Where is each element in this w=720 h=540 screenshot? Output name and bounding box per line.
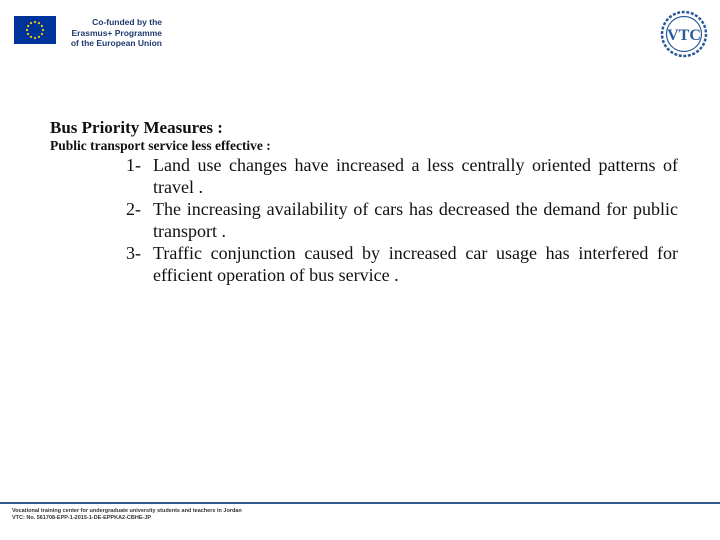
footer <box>12 508 242 522</box>
eu-line-1: Co-funded by the <box>92 17 162 27</box>
list-item-number: 2- <box>126 199 141 219</box>
slide-content <box>50 118 678 286</box>
eu-flag-icon <box>14 16 56 44</box>
list-item-number: 3- <box>126 243 141 263</box>
footer-line-1: Vocational training center for undergraduate university students and teachers in Jordan <box>12 508 242 514</box>
slide-title: Bus Priority Measures : <box>50 118 223 137</box>
points-list <box>50 154 678 286</box>
footer-line-2: VTC: No. 561708-EPP-1-2015-1-DE-EPPKA2-CBHE-JP <box>12 515 152 521</box>
footer-divider <box>0 502 720 504</box>
list-item-text: The increasing availability of cars has decreased the demand for public transport . <box>153 199 678 241</box>
list-item-number: 1- <box>126 155 141 175</box>
list-item <box>50 198 678 242</box>
vtc-logo-text: VTC <box>667 27 701 44</box>
eu-line-3: of the European Union <box>70 38 162 48</box>
list-item <box>50 154 678 198</box>
eu-cofunding-text <box>62 17 162 49</box>
vtc-logo-icon <box>656 10 712 58</box>
list-item <box>50 242 678 286</box>
eu-line-2: Erasmus+ Programme <box>71 27 162 38</box>
list-item-text: Land use changes have increased a less centrally oriented patterns of travel . <box>153 155 678 197</box>
list-item-text: Traffic conjunction caused by increased car usage has interfered for efficient operation of bus service . <box>153 243 678 285</box>
slide-subtitle: Public transport service less effective : <box>50 138 271 153</box>
